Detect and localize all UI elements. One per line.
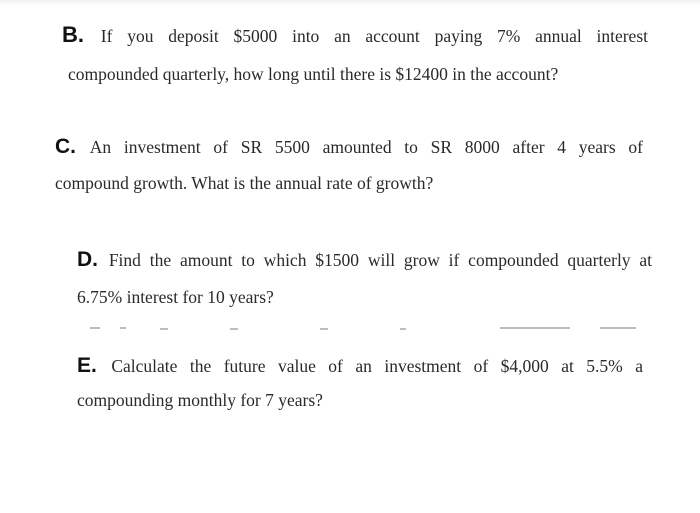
question-b-text-1: If you deposit $5000 into an account paying 7% annual interest <box>100 26 648 46</box>
faint-dash <box>120 327 126 329</box>
question-e-line-2: compounding monthly for 7 years? <box>77 390 323 410</box>
page-top-edge <box>0 0 700 6</box>
question-b-line-2: compounded quarterly, how long until there is $12400 in the account? <box>68 64 559 84</box>
faint-dash <box>320 328 328 330</box>
faint-dash <box>160 328 168 330</box>
question-e-text-1: Calculate the future value of an investment of $4,000 at 5.5% a <box>111 356 643 376</box>
faint-dash <box>230 328 238 330</box>
question-e-line-1 <box>77 356 643 376</box>
faint-dash <box>600 327 636 329</box>
question-c-line-1 <box>55 137 643 157</box>
question-d-text-1: Find the amount to which $1500 will grow if compounded quarterly at <box>108 250 653 270</box>
faint-dash <box>400 328 406 330</box>
faint-dash <box>90 327 100 329</box>
question-c-letter: C. <box>55 135 76 158</box>
question-b-line-1 <box>62 22 648 47</box>
question-b-letter: B. <box>62 22 84 47</box>
question-d-letter: D. <box>77 248 98 271</box>
faint-dash <box>500 327 570 329</box>
question-c-line-2: compound growth. What is the annual rate of growth? <box>55 173 434 193</box>
question-e-letter: E. <box>77 354 97 377</box>
question-c-text-1: An investment of SR 5500 amounted to SR 8000 after 4 years of <box>89 137 643 157</box>
question-d-line-1 <box>77 250 652 270</box>
question-d-line-2: 6.75% interest for 10 years? <box>77 287 274 307</box>
